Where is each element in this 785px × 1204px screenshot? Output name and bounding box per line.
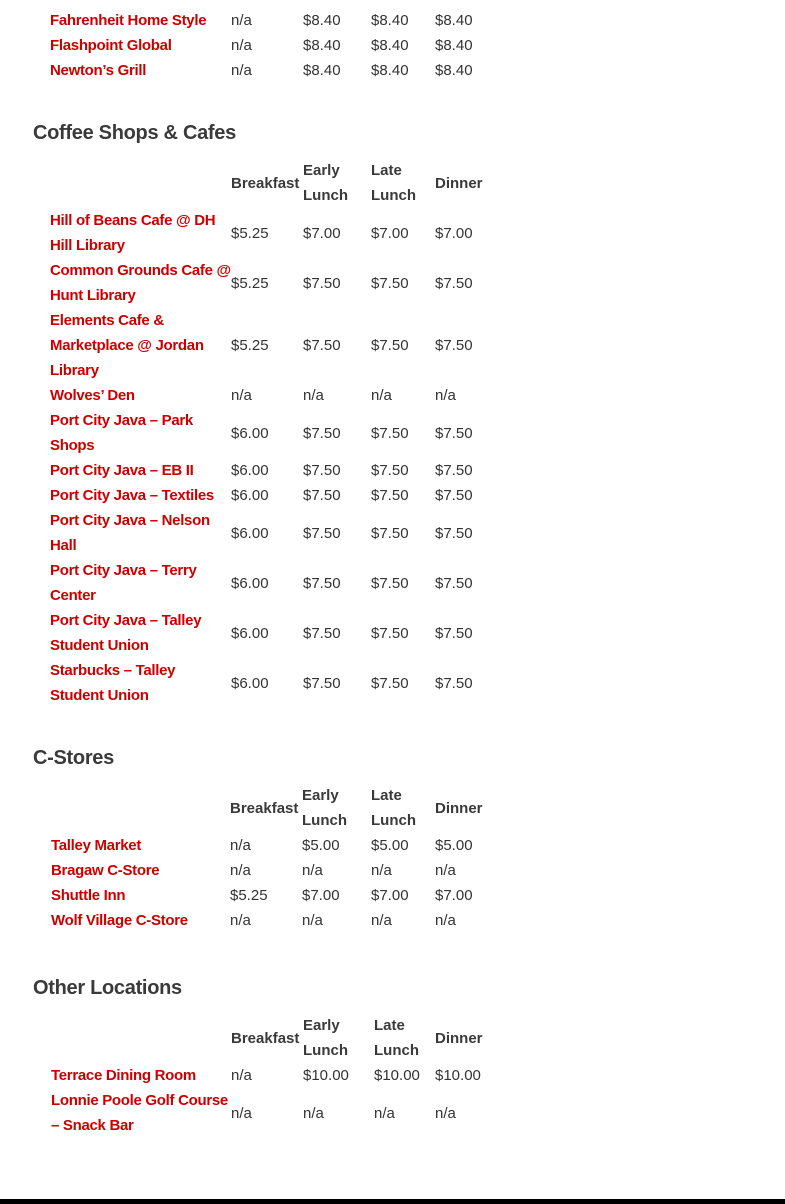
header-location <box>51 783 230 833</box>
section-title-coffee-shops: Coffee Shops & Cafes <box>33 122 236 144</box>
other-locations-table <box>51 1013 505 1138</box>
early-lunch-price: $7.50 <box>303 274 341 292</box>
early-lunch-price: $8.40 <box>303 12 341 29</box>
dinner-price: n/a <box>435 387 456 404</box>
early-lunch-price: $7.50 <box>303 462 341 479</box>
location-cell <box>50 458 231 483</box>
late-lunch-price: $8.40 <box>371 37 409 54</box>
late-lunch-price: $7.50 <box>371 624 409 642</box>
location-link[interactable]: Port City Java – Textiles <box>50 487 214 504</box>
location-link[interactable]: Lonnie Poole Golf Course – Snack Bar <box>51 1092 228 1134</box>
location-cell <box>50 408 231 458</box>
location-link[interactable]: Port City Java – EB II <box>50 462 194 479</box>
location-cell <box>50 58 231 83</box>
early-lunch-price: n/a <box>302 862 323 879</box>
dinner-price: $5.00 <box>435 837 473 854</box>
dinner-price: $7.00 <box>435 887 473 904</box>
dining-halls-table <box>50 8 505 83</box>
location-link[interactable]: Wolf Village C-Store <box>51 912 188 929</box>
dinner-price: n/a <box>435 1104 456 1122</box>
breakfast-price: $5.25 <box>230 887 268 904</box>
early-lunch-price: $7.00 <box>302 887 340 904</box>
location-link[interactable]: Common Grounds Cafe @ Hunt Library <box>50 262 231 304</box>
late-lunch-price: n/a <box>374 1104 395 1122</box>
late-lunch-price: $7.50 <box>371 487 409 504</box>
location-link[interactable]: Port City Java – Nelson Hall <box>50 512 210 554</box>
location-link[interactable]: Wolves’ Den <box>50 387 135 404</box>
table-row <box>50 208 505 258</box>
location-cell <box>50 483 231 508</box>
breakfast-price: $6.00 <box>231 674 269 692</box>
header-breakfast: Breakfast <box>230 799 299 817</box>
table-row <box>51 833 505 858</box>
location-link[interactable]: Bragaw C-Store <box>51 862 160 879</box>
late-lunch-price: $7.50 <box>371 674 409 692</box>
early-lunch-price: $8.40 <box>303 62 341 79</box>
table-row <box>50 383 505 408</box>
header-row <box>51 1013 505 1063</box>
location-cell <box>50 208 231 258</box>
breakfast-price: $6.00 <box>231 487 269 504</box>
table-row <box>50 658 505 708</box>
breakfast-price: n/a <box>230 837 251 854</box>
location-cell <box>51 1063 231 1088</box>
early-lunch-price: $8.40 <box>303 37 341 54</box>
dinner-price: n/a <box>435 912 456 929</box>
section-title-other-locations: Other Locations <box>33 977 182 999</box>
table-row <box>50 458 505 483</box>
table-row <box>51 1063 505 1088</box>
location-cell <box>50 258 231 308</box>
location-cell <box>50 33 231 58</box>
footer-bar <box>0 1199 785 1204</box>
table-row <box>50 8 505 33</box>
location-cell <box>50 558 231 608</box>
late-lunch-price: n/a <box>371 387 392 404</box>
location-link[interactable]: Starbucks – Talley Student Union <box>50 662 176 704</box>
header-location <box>50 158 231 208</box>
late-lunch-price: $8.40 <box>371 12 409 29</box>
table-row <box>50 608 505 658</box>
early-lunch-price: n/a <box>303 1104 324 1122</box>
location-link[interactable]: Flashpoint Global <box>50 37 172 54</box>
header-row <box>51 783 505 833</box>
location-cell <box>51 833 230 858</box>
header-dinner: Dinner <box>435 799 483 817</box>
early-lunch-price: $7.50 <box>303 424 341 442</box>
dinner-price: $8.40 <box>435 62 473 79</box>
header-late-lunch: Late Lunch <box>374 1017 419 1059</box>
table-row <box>51 858 505 883</box>
breakfast-price: $6.00 <box>231 624 269 642</box>
breakfast-price: n/a <box>231 1104 252 1122</box>
table-row <box>50 258 505 308</box>
header-late-lunch: Late Lunch <box>371 787 416 829</box>
early-lunch-price: $7.50 <box>303 574 341 592</box>
late-lunch-price: $7.00 <box>371 887 409 904</box>
breakfast-price: n/a <box>231 1067 252 1084</box>
table-row <box>51 883 505 908</box>
table-row <box>50 408 505 458</box>
early-lunch-price: $7.50 <box>303 674 341 692</box>
dinner-price: $7.50 <box>435 462 473 479</box>
location-cell <box>50 383 231 408</box>
table-row <box>51 1088 505 1138</box>
section-title-c-stores: C-Stores <box>33 747 114 769</box>
breakfast-price: $5.25 <box>231 224 269 242</box>
header-location <box>51 1013 231 1063</box>
dinner-price: $8.40 <box>435 12 473 29</box>
late-lunch-price: $7.50 <box>371 574 409 592</box>
early-lunch-price: $5.00 <box>302 837 340 854</box>
early-lunch-price: $7.50 <box>303 487 341 504</box>
location-link[interactable]: Port City Java – Talley Student Union <box>50 612 202 654</box>
breakfast-price: $5.25 <box>231 337 269 354</box>
header-early-lunch: Early Lunch <box>303 1017 348 1059</box>
early-lunch-price: $7.00 <box>303 224 341 242</box>
late-lunch-price: $7.50 <box>371 524 409 542</box>
early-lunch-price: $10.00 <box>303 1067 349 1084</box>
late-lunch-price: $7.50 <box>371 274 409 292</box>
header-dinner: Dinner <box>435 174 483 192</box>
dinner-price: $7.00 <box>435 224 473 242</box>
header-breakfast: Breakfast <box>231 174 300 192</box>
location-cell <box>50 308 231 383</box>
breakfast-price: n/a <box>230 912 251 929</box>
early-lunch-price: $7.50 <box>303 624 341 642</box>
location-link[interactable]: Port City Java – Terry Center <box>50 562 197 604</box>
dinner-price: $7.50 <box>435 524 473 542</box>
location-link[interactable]: Hill of Beans Cafe @ DH Hill Library <box>50 212 216 254</box>
location-cell <box>51 1088 231 1138</box>
location-cell <box>50 658 231 708</box>
table-row <box>50 58 505 83</box>
early-lunch-price: n/a <box>303 387 324 404</box>
location-cell <box>50 608 231 658</box>
location-link[interactable]: Shuttle Inn <box>51 887 126 904</box>
late-lunch-price: n/a <box>371 862 392 879</box>
location-link[interactable]: Terrace Dining Room <box>51 1067 196 1084</box>
late-lunch-price: $7.00 <box>371 224 409 242</box>
location-link[interactable]: Elements Cafe & Marketplace @ Jordan Library <box>50 312 204 379</box>
breakfast-price: $6.00 <box>231 462 269 479</box>
dinner-price: $7.50 <box>435 574 473 592</box>
early-lunch-price: n/a <box>302 912 323 929</box>
table-row <box>50 508 505 558</box>
location-link[interactable]: Fahrenheit Home Style <box>50 12 207 29</box>
table-row <box>50 33 505 58</box>
late-lunch-price: $5.00 <box>371 837 409 854</box>
breakfast-price: n/a <box>231 12 252 29</box>
c-stores-table <box>51 783 505 933</box>
dinner-price: $7.50 <box>435 424 473 442</box>
table-row <box>50 308 505 383</box>
location-link[interactable]: Talley Market <box>51 837 142 854</box>
breakfast-price: $6.00 <box>231 524 269 542</box>
dinner-price: $7.50 <box>435 674 473 692</box>
dinner-price: $7.50 <box>435 487 473 504</box>
table-row <box>50 483 505 508</box>
location-cell <box>51 883 230 908</box>
late-lunch-price: n/a <box>371 912 392 929</box>
dinner-price: $8.40 <box>435 37 473 54</box>
breakfast-price: n/a <box>231 387 252 404</box>
early-lunch-price: $7.50 <box>303 337 341 354</box>
location-cell <box>51 908 230 933</box>
location-link[interactable]: Port City Java – Park Shops <box>50 412 193 454</box>
clipped-previous-row <box>50 0 470 2</box>
breakfast-price: $6.00 <box>231 574 269 592</box>
location-cell <box>50 8 231 33</box>
coffee-shops-table <box>50 158 505 708</box>
breakfast-price: n/a <box>230 862 251 879</box>
breakfast-price: n/a <box>231 37 252 54</box>
location-link[interactable]: Newton’s Grill <box>50 62 147 79</box>
dinner-price: $7.50 <box>435 274 473 292</box>
table-row <box>50 558 505 608</box>
header-early-lunch: Early Lunch <box>303 162 348 204</box>
late-lunch-price: $7.50 <box>371 424 409 442</box>
header-dinner: Dinner <box>435 1029 483 1047</box>
breakfast-price: $6.00 <box>231 424 269 442</box>
header-row <box>50 158 505 208</box>
dinner-price: n/a <box>435 862 456 879</box>
table-row <box>51 908 505 933</box>
location-cell <box>50 508 231 558</box>
location-cell <box>51 858 230 883</box>
late-lunch-price: $7.50 <box>371 462 409 479</box>
dinner-price: $7.50 <box>435 624 473 642</box>
early-lunch-price: $7.50 <box>303 524 341 542</box>
breakfast-price: $5.25 <box>231 274 269 292</box>
dinner-price: $10.00 <box>435 1067 481 1084</box>
header-early-lunch: Early Lunch <box>302 787 347 829</box>
header-breakfast: Breakfast <box>231 1029 300 1047</box>
late-lunch-price: $10.00 <box>374 1067 420 1084</box>
late-lunch-price: $8.40 <box>371 62 409 79</box>
dinner-price: $7.50 <box>435 337 473 354</box>
header-late-lunch: Late Lunch <box>371 162 416 204</box>
breakfast-price: n/a <box>231 62 252 79</box>
late-lunch-price: $7.50 <box>371 337 409 354</box>
